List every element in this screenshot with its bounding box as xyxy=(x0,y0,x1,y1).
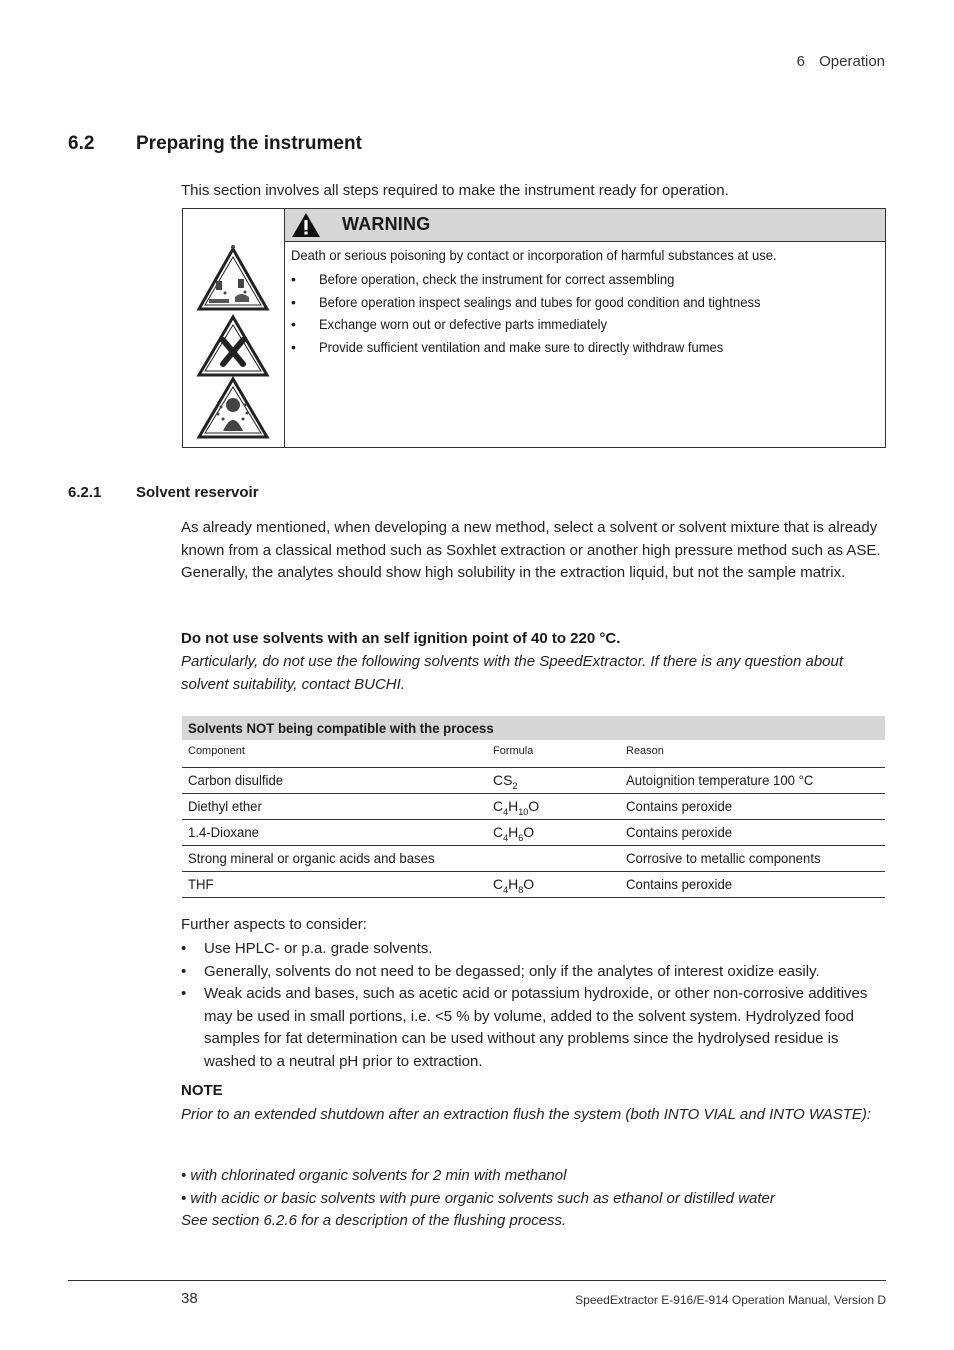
cell-reason-text: Contains peroxide xyxy=(626,824,733,840)
footer-rule xyxy=(68,1280,886,1281)
cell-reason-text: Contains peroxide xyxy=(626,798,733,814)
hazard-symbols-graphic xyxy=(183,209,284,447)
list-item-text: Generally, solvents do not need to be degassed; only if the analytes of interest oxidize easily. xyxy=(204,962,820,980)
cell-reason xyxy=(626,850,833,866)
formula-part: O xyxy=(523,824,535,840)
warning-item-text: Before operation, check the instrument for correct assembling xyxy=(319,271,675,287)
formula-part: O xyxy=(523,876,535,892)
formula-part: H xyxy=(508,798,519,814)
cell-component-text: Strong mineral or organic acids and bases xyxy=(188,850,435,866)
cell-formula xyxy=(493,798,540,817)
further-intro: Further aspects to consider: xyxy=(181,916,367,933)
cell-component xyxy=(188,798,267,814)
table-body xyxy=(182,768,885,898)
warning-list xyxy=(291,271,877,361)
cell-component xyxy=(188,876,215,892)
section-intro: This section involves all steps required to make the instrument ready for operation. xyxy=(181,182,729,199)
bullet: • xyxy=(181,940,187,957)
ignition-warning: Do not use solvents with an self ignition point of 40 to 220 °C. xyxy=(181,630,621,647)
cell-component-text: Diethyl ether xyxy=(188,798,262,814)
cell-component-text: 1.4-Dioxane xyxy=(188,824,259,840)
formula-part: 4 xyxy=(503,885,509,895)
table-title-text: Solvents NOT being compatible with the process xyxy=(188,720,494,736)
cell-reason-text: Contains peroxide xyxy=(626,876,733,892)
table-row xyxy=(182,846,885,872)
cell-reason xyxy=(626,824,739,840)
table-title xyxy=(182,716,885,740)
page-number: 38 xyxy=(181,1290,198,1307)
chapter-title: Operation xyxy=(819,53,885,70)
table-row xyxy=(182,768,885,794)
formula-part: H xyxy=(508,876,519,892)
bullet: • xyxy=(291,271,296,287)
subsection-paragraph: As already mentioned, when developing a new method, select a solvent or solvent mixture that is already known from a classical method such as Soxhlet extraction or another high pressure method such as ASE. Generally, the analytes should show high solubility in the extraction liquid, but not the sample matrix. xyxy=(181,519,881,581)
warning-item-text: Exchange worn out or defective parts immediately xyxy=(319,316,608,332)
subsection-number: 6.2.1 xyxy=(68,484,102,501)
cell-component xyxy=(188,824,264,840)
cell-reason xyxy=(626,798,739,814)
bullet: • xyxy=(291,338,296,355)
bullet: • xyxy=(181,985,187,1002)
cell-reason-text: Corrosive to metallic components xyxy=(626,850,821,866)
formula-part: 4 xyxy=(503,833,509,843)
formula-part: C xyxy=(493,798,504,814)
warning-box xyxy=(182,208,886,448)
warning-item-text: Before operation inspect sealings and tubes for good condition and tightness xyxy=(319,293,761,310)
table-row xyxy=(182,872,885,898)
solvent-advice: Particularly, do not use the following solvents with the SpeedExtractor. If there is any question about solvent suitability, contact BUCHI. xyxy=(181,653,844,693)
section-number: 6.2 xyxy=(68,133,95,154)
cell-formula xyxy=(493,772,518,791)
bullet: • xyxy=(181,962,187,980)
note-item: • with chlorinated organic solvents for 2 min with methanol xyxy=(181,1167,567,1184)
subsection-title: Solvent reservoir xyxy=(136,484,259,501)
list-item xyxy=(181,938,886,961)
note-reference: See section 6.2.6 for a description of the flushing process. xyxy=(181,1212,567,1229)
note-title: NOTE xyxy=(181,1082,223,1099)
cell-reason xyxy=(626,876,739,892)
note-item: • with acidic or basic solvents with pure organic solvents such as ethanol or distilled water xyxy=(181,1190,775,1207)
table-row xyxy=(182,794,885,820)
chapter-number: 6 xyxy=(796,53,805,70)
formula-part: H xyxy=(508,824,519,840)
warning-item-text: Provide sufficient ventilation and make sure to directly withdraw fumes xyxy=(319,338,724,355)
list-item xyxy=(291,271,877,294)
column-header-formula: Formula xyxy=(493,745,534,757)
section-title: Preparing the instrument xyxy=(136,133,362,154)
harmful-irritant-icon xyxy=(199,317,267,375)
formula-part: 10 xyxy=(518,807,529,817)
cell-formula xyxy=(493,824,535,843)
list-item xyxy=(181,983,886,1073)
column-header-component: Component xyxy=(188,745,245,757)
warning-label: WARNING xyxy=(342,214,431,234)
incompatible-solvents-table xyxy=(182,716,885,898)
formula-part: 6 xyxy=(518,833,524,843)
cell-component-text: THF xyxy=(188,876,214,892)
formula-part: C xyxy=(493,876,504,892)
list-item-text: Weak acids and bases, such as acetic acid or potassium hydroxide, or other non-corrosive additives may be used in small portions, i.e. <5 % by volume, added to the solvent system. Hydrolyzed food samples for fat determination can be used without any problems since the hydrolysed residue is washed to a neutral pH prior to extraction. xyxy=(204,985,868,1070)
formula-part: O xyxy=(528,798,540,814)
list-item xyxy=(291,339,877,362)
warning-lead: Death or serious poisoning by contact or incorporation of harmful substances at use. xyxy=(291,247,777,263)
formula-part: 2 xyxy=(512,781,518,791)
formula-part: 4 xyxy=(503,807,509,817)
list-item-text: Use HPLC- or p.a. grade solvents. xyxy=(204,940,433,957)
further-list xyxy=(181,938,886,1073)
formula-part: 8 xyxy=(518,885,524,895)
document-title: SpeedExtractor E-916/E-914 Operation Manual, Version D xyxy=(575,1293,886,1307)
bullet: • xyxy=(291,293,296,310)
warning-triangle-icon xyxy=(291,212,321,238)
note-text: Prior to an extended shutdown after an extraction flush the system (both INTO VIAL and INTO WASTE): xyxy=(181,1106,872,1123)
formula-part: C xyxy=(493,824,504,840)
table-row xyxy=(182,820,885,846)
cell-component xyxy=(188,772,289,788)
formula-part: CS xyxy=(493,772,513,788)
running-header xyxy=(797,53,885,70)
column-header-reason: Reason xyxy=(626,745,664,757)
warning-body xyxy=(291,247,877,361)
warning-header xyxy=(285,209,885,242)
cell-reason-text: Autoignition temperature 100 °C xyxy=(626,772,814,788)
list-item xyxy=(291,294,877,317)
toxic-fumes-icon xyxy=(199,379,267,437)
list-item xyxy=(291,316,877,339)
bullet: • xyxy=(291,316,296,332)
table-header-row xyxy=(182,740,885,768)
cell-component xyxy=(188,850,450,866)
hazard-symbols xyxy=(183,209,285,447)
cell-reason xyxy=(626,772,825,788)
cell-component-text: Carbon disulfide xyxy=(188,772,284,788)
cell-formula xyxy=(493,876,535,895)
list-item xyxy=(181,961,886,984)
corrosive-warning-icon xyxy=(199,245,267,309)
